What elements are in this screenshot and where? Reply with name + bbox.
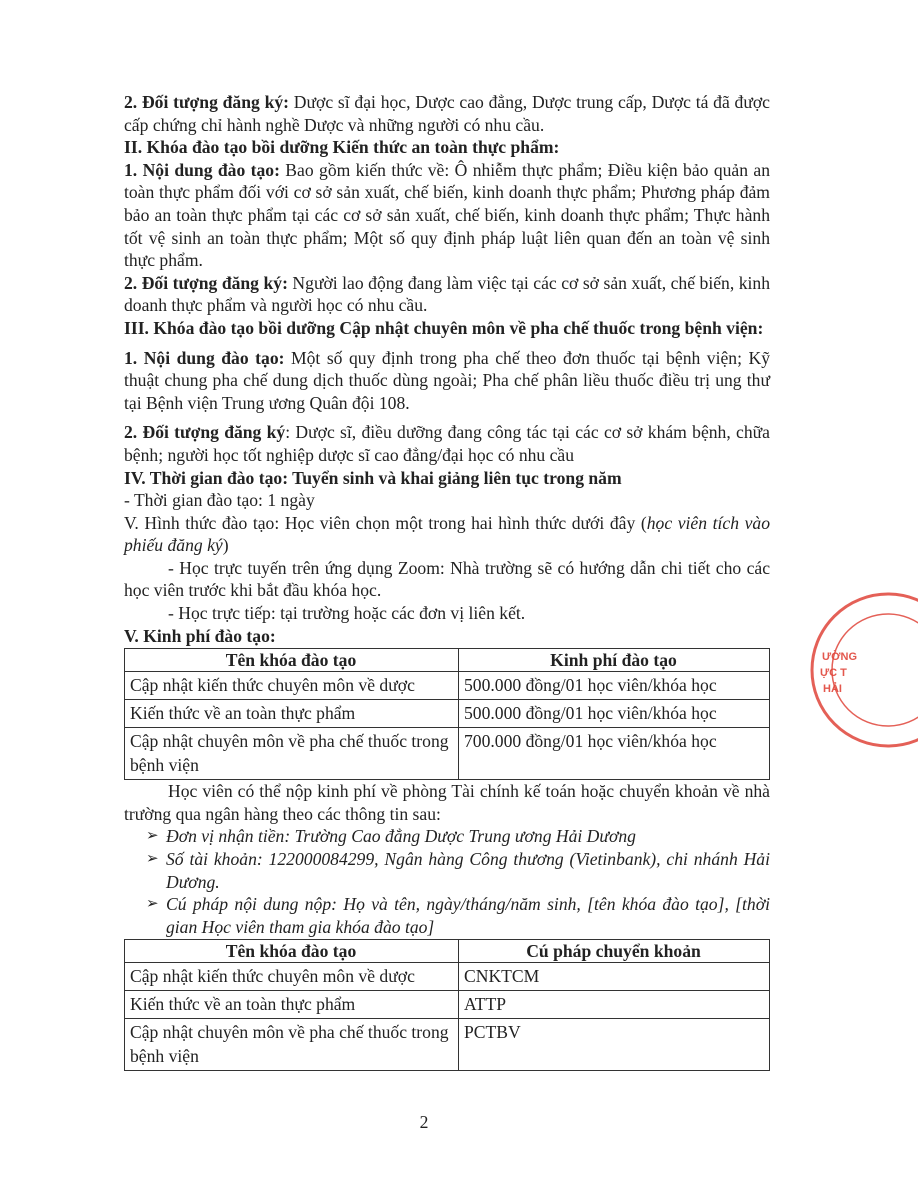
label: 2. Đối tượng đăng ký: xyxy=(124,272,288,293)
table-header-row xyxy=(125,940,770,963)
stamp-text-line: ỰC T xyxy=(820,667,847,679)
cell-fee: 700.000 đồng/01 học viên/khóa học xyxy=(459,728,770,780)
section-4-duration: - Thời gian đào tạo: 1 ngày xyxy=(124,490,315,511)
cell-syntax: ATTP xyxy=(459,991,770,1019)
text: : Dược sĩ, điều dưỡng đang công tác tại các cơ sở khám bệnh, chữa bệnh; người học tốt nghiệp dược sĩ cao đẳng/đại học có nhu cầu xyxy=(124,422,770,465)
document-page xyxy=(124,91,770,1071)
cell-syntax: CNKTCM xyxy=(459,963,770,991)
text: Dược sĩ đại học, Dược cao đẳng, Dược trung cấp, Dược tá đã được cấp chứng chỉ hành nghề Dược và những người có nhu cầu. xyxy=(124,92,770,135)
cell-syntax: PCTBV xyxy=(459,1019,770,1071)
cell-course: Kiến thức về an toàn thực phẩm xyxy=(125,991,459,1019)
arrow-bullet-icon: ➢ xyxy=(146,828,159,845)
cell-fee: 500.000 đồng/01 học viên/khóa học xyxy=(459,700,770,728)
section-2-heading: II. Khóa đào tạo bồi dưỡng Kiến thức an toàn thực phẩm: xyxy=(124,137,560,158)
italic-note: học viên tích vào phiếu đăng ký xyxy=(124,512,771,556)
section-2-content xyxy=(124,159,770,272)
list-item xyxy=(146,893,770,938)
official-stamp-icon xyxy=(808,590,918,750)
section-5-form xyxy=(124,512,770,557)
table-row xyxy=(125,700,770,728)
table-row xyxy=(125,672,770,700)
payment-intro: Học viên có thể nộp kinh phí về phòng Tài chính kế toán hoặc chuyển khoản về nhà trường qua ngân hàng theo các thông tin sau: xyxy=(124,781,770,824)
label: 2. Đối tượng đăng ký: xyxy=(124,92,290,112)
text: Cú pháp nội dung nộp: Họ và tên, ngày/tháng/năm sinh, [tên khóa đào tạo], [thời gian Học viên tham gia khóa đào tạo] xyxy=(166,894,770,937)
cell-course: Cập nhật kiến thức chuyên môn về dược xyxy=(125,672,459,700)
fee-table xyxy=(124,648,770,780)
label: 1. Nội dung đào tạo: xyxy=(124,159,280,180)
header-course: Tên khóa đào tạo xyxy=(125,940,459,963)
cell-fee: 500.000 đồng/01 học viên/khóa học xyxy=(459,672,770,700)
transfer-syntax-table xyxy=(124,939,770,1071)
text: Bao gồm kiến thức về: Ô nhiễm thực phẩm; Điều kiện bảo quản an toàn thực phẩm đối với cơ sở sản xuất, chế biến, kinh doanh thực phẩm; Phương pháp đảm bảo an toàn thực phẩm tại các cơ sở sản xuất, chế biến, kinh doanh thực phẩm; Thực hành tốt vệ sinh an toàn thực phẩm; Một số quy định pháp luật liên quan đến an toàn vệ sinh thực phẩm. xyxy=(124,159,770,271)
form-online: - Học trực tuyến trên ứng dụng Zoom: Nhà trường sẽ có hướng dẫn chi tiết cho các học viên trước khi bắt đầu khóa học. xyxy=(124,557,770,601)
table-row xyxy=(125,963,770,991)
section-3-target xyxy=(124,421,770,466)
section-2-target xyxy=(124,272,770,317)
table-row xyxy=(125,728,770,780)
table-header-row xyxy=(125,649,770,672)
list-item xyxy=(146,825,770,848)
page-number: 2 xyxy=(419,1112,429,1132)
text: Đơn vị nhận tiền: Trường Cao đẳng Dược Trung ương Hải Dương xyxy=(166,826,636,847)
text: V. Hình thức đào tạo: Học viên chọn một trong hai hình thức dưới đây ( xyxy=(124,512,647,533)
section-4-heading: IV. Thời gian đào tạo: Tuyển sinh và khai giảng liên tục trong năm xyxy=(124,467,622,488)
section-5-fee-heading: V. Kinh phí đào tạo: xyxy=(124,625,276,646)
payment-info-list xyxy=(124,825,770,938)
header-course: Tên khóa đào tạo xyxy=(125,649,459,672)
cell-course: Cập nhật chuyên môn về pha chế thuốc trong bệnh viện xyxy=(125,1019,459,1071)
stamp-text-line: HẢI xyxy=(823,683,842,695)
cell-course: Cập nhật kiến thức chuyên môn về dược xyxy=(125,963,459,991)
label: 1. Nội dung đào tạo: xyxy=(124,347,285,368)
close: ) xyxy=(222,535,229,556)
stamp-text-line: ƯỜNG xyxy=(822,651,858,663)
table-row xyxy=(125,991,770,1019)
arrow-bullet-icon: ➢ xyxy=(146,896,159,913)
text: Người lao động đang làm việc tại các cơ sở sản xuất, chế biến, kinh doanh thực phẩm và người học có nhu cầu. xyxy=(124,272,771,316)
list-item xyxy=(146,848,770,893)
text: Số tài khoản: 122000084299, Ngân hàng Công thương (Vietinbank), chi nhánh Hải Dương. xyxy=(166,849,770,892)
section-3-heading: III. Khóa đào tạo bồi dưỡng Cập nhật chuyên môn về pha chế thuốc trong bệnh viện: xyxy=(124,317,764,338)
cell-course: Cập nhật chuyên môn về pha chế thuốc trong bệnh viện xyxy=(125,728,459,780)
arrow-bullet-icon: ➢ xyxy=(146,851,159,868)
section-3-content xyxy=(124,347,770,415)
text: Một số quy định trong pha chế theo đơn thuốc tại bệnh viện; Kỹ thuật chung pha chế dung dịch thuốc dùng ngoài; Pha chế phân liều thuốc điều trị ung thư tại Bệnh viện Trung ương Quân đội 108. xyxy=(124,347,770,413)
header-syntax: Cú pháp chuyển khoản xyxy=(459,940,770,963)
table-row xyxy=(125,1019,770,1071)
section-1-target xyxy=(124,91,770,136)
label: 2. Đối tượng đăng ký xyxy=(124,422,286,443)
header-fee: Kinh phí đào tạo xyxy=(459,649,770,672)
cell-course: Kiến thức về an toàn thực phẩm xyxy=(125,700,459,728)
form-offline: - Học trực tiếp: tại trường hoặc các đơn vị liên kết. xyxy=(168,603,526,624)
